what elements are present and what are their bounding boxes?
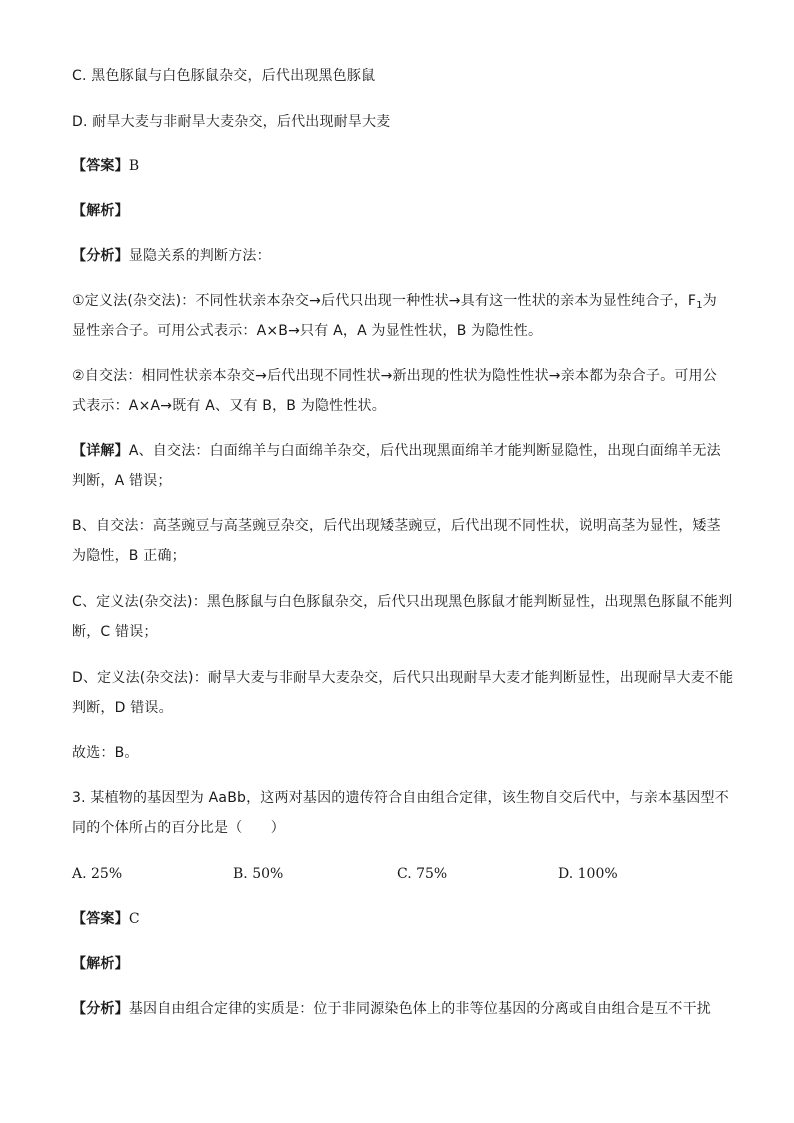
fenxi-text: 基因自由组合定律的实质是：位于非同源染色体上的非等位基因的分离或自由组合是互不干扰 [128,1001,712,1017]
q2-answer [72,156,732,176]
q2-detail-c-line2: 断，C 错误； [72,624,158,640]
fenxi-tag: 【分析】 [72,1001,129,1017]
q3-choice-d: D. 100% [558,866,618,882]
q2-method2-line1: ②自交法：相同性状亲本杂交→后代出现不同性状→新出现的性状为隐性性状→亲本都为杂合子。可用公 [72,368,717,384]
q2-detail-c-line1: C、定义法(杂交法)：黑色豚鼠与白色豚鼠杂交，后代只出现黑色豚鼠才能判断显性，出现黑色豚鼠不能判 [72,594,733,610]
q2-detail-a-line2: 判断，A 错误； [72,473,172,489]
q2-detail-a-line1 [72,441,732,461]
q2-option-d: D. 耐旱大麦与非耐旱大麦杂交，后代出现耐旱大麦 [72,114,391,130]
q3-stem-line2: 同的个体所占的百分比是（ ） [72,820,285,836]
q3-choice-a: A. 25% [72,866,123,882]
q2-detail-b-line1: B、自交法：高茎豌豆与高茎豌豆杂交，后代出现矮茎豌豆，后代出现不同性状，说明高茎为显性，矮茎 [72,518,721,534]
detail-a-text: A、自交法：白面绵羊与白面绵羊杂交，后代出现黑面绵羊才能判断显隐性，出现白面绵羊无法 [128,443,721,459]
method1-text-b: 为 [702,293,717,309]
method1-subscript: 1 [696,300,703,311]
q2-conclusion: 故选：B。 [72,745,139,761]
q2-method1-line2: 显性亲合子。可用公式表示：A×B→只有 A，A 为显性性状，B 为隐性性。 [72,323,543,339]
q3-answer [72,909,732,929]
q2-detail-d-line2: 判断，D 错误。 [72,700,173,716]
answer-value: B [128,158,140,174]
q3-analysis-tag: 【解析】 [72,956,129,972]
q2-method2-line2: 式表示：A×A→既有 A、又有 B，B 为隐性性状。 [72,398,386,414]
q2-analysis-tag: 【解析】 [72,203,129,219]
q3-stem-line1: 3. 某植物的基因型为 AaBb，这两对基因的遗传符合自由组合定律，该生物自交后代中，与亲本基因型不 [72,790,729,806]
q2-detail-b-line2: 为隐性，B 正确； [72,548,186,564]
q2-method1-line1 [72,291,732,311]
q3-choices [72,864,732,886]
detail-tag: 【详解】 [72,443,129,459]
q3-fenxi [72,999,732,1019]
q3-choice-b: B. 50% [233,866,284,882]
q3-choice-c: C. 75% [397,866,448,882]
q2-detail-d-line1: D、定义法(杂交法)：耐旱大麦与非耐旱大麦杂交，后代只出现耐旱大麦才能判断显性，出现耐旱大麦不能 [72,670,734,686]
fenxi-tag: 【分析】 [72,248,129,264]
answer-tag: 【答案】 [72,911,129,927]
answer-value: C [128,911,140,927]
fenxi-text: 显隐关系的判断方法： [128,248,271,264]
q2-option-c: C. 黑色豚鼠与白色豚鼠杂交，后代出现黑色豚鼠 [72,68,376,84]
method1-text-a: ①定义法(杂交法)：不同性状亲本杂交→后代只出现一种性状→具有这一性状的亲本为显性纯合子，F [72,293,697,309]
answer-tag: 【答案】 [72,158,129,174]
q2-fenxi [72,246,732,266]
